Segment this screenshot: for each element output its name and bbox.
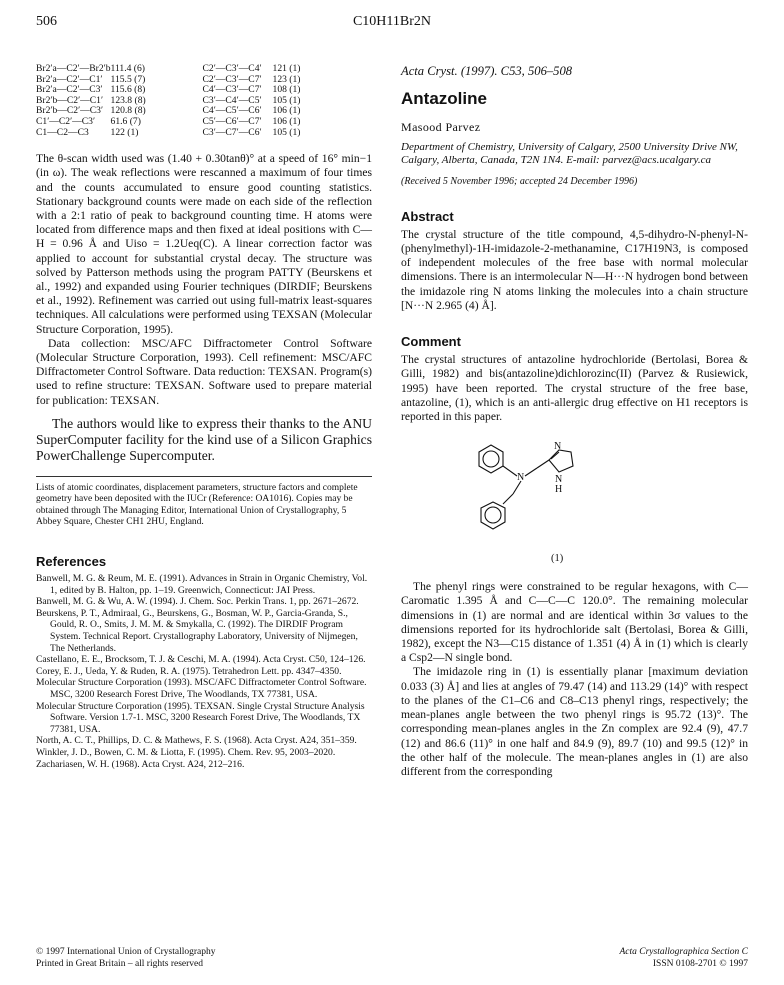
angle-cell: C2′—C3′—C7′ [202,73,262,85]
angle-cell: 106 (1) [272,115,301,127]
author-name: Masood Parvez [401,120,481,135]
aromatic-circle-lower [485,507,501,523]
antazoline-structure-diagram [451,432,651,550]
angle-cell: C4′—C5′—C6′ [202,105,262,117]
angle-cell: C5′—C6′—C7′ [202,115,262,127]
angle-row [36,117,301,128]
angle-cell: Br2′b—C2′—C1′ [36,94,104,106]
reference-entry: Molecular Structure Corporation (1995). TEXSAN. Single Crystal Structure Analysis Software. Version 1.7-1. MSC, 3200 Research Forest Drive, The Woodlands, TX 77381, USA. [36,700,365,735]
reference-entry: Castellano, E. E., Brocksom, T. J. & Ceschi, M. A. (1994). Acta Cryst. C50, 124–126. [36,654,366,666]
page-header [36,14,748,34]
angle-cell: C3′—C4′—C5′ [202,94,262,106]
left-column [36,64,372,770]
comment-paragraph-2: The phenyl rings were constrained to be regular hexagons, with C—Caromatic 1.395 Å and C—C—C 120.0°. The remaining molecular dimensions in (1) are normal and are identical within 3σ values to the dimensions reported for its hydrochloride salt (Bertolasi, Borea & Gilli, 1982), except the N3—C15 distance of 1.351 (4) Å in (1) which is clearly a Csp2—N single bond. [401,580,748,665]
angle-cell: 120.8 (8) [110,105,146,117]
imidazoline-ring [549,450,573,472]
bond-angles-table [36,64,301,138]
angle-cell: C3′—C7′—C6′ [202,126,262,138]
angle-cell: 61.6 (7) [110,115,141,127]
references-heading: References [36,553,107,569]
angle-cell: 106 (1) [272,105,301,117]
angle-cell: C1′—C2′—C3′ [36,115,96,127]
angle-cell: 111.4 (6) [110,63,145,74]
reference-entry: Banwell, M. G. & Wu, A. W. (1994). J. Chem. Soc. Perkin Trans. 1, pp. 2671–2672. [36,596,359,608]
software-paragraph: Data collection: MSC/AFC Diffractometer Control Software (Molecular Structure Corporation, 1993). Cell refinement: MSC/AFC Diffractometer Control Software. Data reduction: TEXSAN. Program(s) used to refine structure: TEXSAN. Software used to prepare material for publication: TEXSAN. [36,336,372,407]
reference-entry: Beurskens, P. T., Admiraal, G., Beurskens, G., Bosman, W. P., Garcia-Granda, S., Gould, R. O., Smits, J. M. M. & Smykalla, C. (1992). The DIRDIF Program System. Technical Report. Crystallography Laboratory, University of Nijmegen, The Netherlands. [36,607,358,654]
abstract-heading: Abstract [401,208,454,224]
copyright-line: © 1997 International Union of Crystallography [36,947,216,957]
journal-citation: Acta Cryst. (1997). C53, 506–508 [401,64,573,78]
reference-entry: Zachariasen, W. H. (1968). Acta Cryst. A24, 212–216. [36,758,245,770]
compound-label: (1) [551,553,564,565]
angle-cell: 123 (1) [272,73,301,85]
chemical-scheme [401,432,748,565]
deposit-note: Lists of atomic coordinates, displacement parameters, structure factors and complete geometry have been deposited with the IUCr (Reference: OA1016). Copies may be obtained through The Managing Editor, International Union of Crystallography, 5 Abbey Square, Chester CH1 2HU, England. [36,482,358,528]
angle-cell: 121 (1) [272,63,301,74]
angle-cell: 108 (1) [272,84,301,96]
footer-left [36,946,216,970]
angle-row [36,128,301,139]
angle-cell: Br2′b—C2′—C3′ [36,105,104,117]
angle-row [36,64,301,75]
angle-cell: C2′—C3′—C4′ [202,63,262,74]
aromatic-circle-upper [483,451,499,467]
printed-line: Printed in Great Britain – all rights reserved [36,959,203,969]
comment-heading: Comment [401,334,461,350]
received-dates: (Received 5 November 1996; accepted 24 December 1996) [401,176,638,188]
abstract-text: The crystal structure of the title compound, 4,5-dihydro-N-phenyl-N-(phenylmethyl)-1H-imidazole-2-methanamine, C17H19N3, is composed of independent molecules of the free base with normal molecular dimensions. There is an intermolecular N—H···N hydrogen bond between the imidazole ring N atoms linking the molecules into a chain structure [N···N 2.965 (4) Å]. [401,227,748,312]
references-list [36,573,372,770]
angle-cell: C1—C2—C3 [36,126,89,138]
angle-cell: 115.6 (8) [110,84,146,96]
reference-entry: Winkler, J. D., Bowen, C. M. & Liotta, F. (1995). Chem. Rev. 95, 2003–2020. [36,746,336,758]
angle-cell: Br2′a—C2′—C3′ [36,84,103,96]
page-number: 506 [36,14,57,29]
experimental-paragraph: The θ-scan width used was (1.40 + 0.30tanθ)° at a speed of 16° min−1 (in ω). The weak reflections were rescanned a maximum of four times and the counts accumulated to ensure good counting statistics. Stationary background counts were made on each side of the reflection with a 2:1 ratio of peak to background counting time. H atoms were located from difference maps and then fixed at ideal positions with C—H = 0.96 Å and Uiso = 1.2Ueq(C). A linear correction factor was applied to account for substantial crystal decay. The structure was solved by Patterson methods using the program PATTY (Beurskens et al., 1992) and expanded using Fourier techniques (DIRDIF; Beurskens et al., 1992). Refinement was carried out using full-matrix least-squares techniques. All calculations were performed using TEXSAN (Molecular Structure Corporation, 1995). [36,152,372,336]
angle-cell: 123.8 (8) [110,94,146,106]
angle-cell: C4′—C3′—C7′ [202,84,262,96]
reference-entry: Corey, E. J., Ueda, Y. & Ruden, R. A. (1975). Tetrahedron Lett. pp. 4347–4350. [36,665,342,677]
reference-entry: North, A. C. T., Phillips, D. C. & Mathews, F. S. (1968). Acta Cryst. A24, 351–359. [36,735,357,747]
author-affiliation: Department of Chemistry, University of Calgary, 2500 University Drive NW, Calgary, Alberta, Canada, T2N 1N4. E-mail: parvez@acs.ucalgary.ca [401,140,738,167]
angle-cell: Br2′a—C2′—C1′ [36,73,103,85]
right-column [401,64,748,779]
atom-n-amine: N [517,472,525,484]
article-title: Antazoline [401,89,487,109]
angle-cell: Br2′a—C2′—Br2′b [36,63,111,74]
angle-cell: 122 (1) [110,126,139,138]
atom-h: H [555,484,563,496]
reference-entry: Banwell, M. G. & Reum, M. E. (1991). Advances in Strain in Organic Chemistry, Vol. 1, edited by B. Halton, pp. 1–19. Greenwich, Connecticut: JAI Press. [36,573,368,596]
comment-paragraph-3: The imidazole ring in (1) is essentially planar [maximum deviation 0.033 (3) Å] and lies at angles of 79.47 (14) and 113.29 (14)° with respect to the planes of the C1–C6 and C8–C13 phenyl rings, respectively; the mean-planes angle between the two phenyl rings is 95.72 (13)°. The corresponding mean-planes angles in the Zn complex are 92.4 (9), 47.7 (12) and 86.6 (11)° in one half and 84.9 (9), 89.7 (10) and 99.5 (12)° in the other half of the molecule. The mean-planes angles in (1) are also different from the corresponding [401,665,748,778]
angle-cell: 105 (1) [272,126,301,138]
divider [36,476,372,477]
running-title: C10H11Br2N [352,14,432,29]
angle-cell: 115.5 (7) [110,73,146,85]
atom-n-ring: N [555,474,563,486]
journal-name: Acta Crystallographica Section C [619,947,748,957]
footer-right [401,946,748,970]
acknowledgement: The authors would like to express their thanks to the ANU SuperComputer facility for the kind use of a Silicon Graphics PowerChallenge Supercomputer. [36,415,372,463]
issn-line: ISSN 0108-2701 © 1997 [652,959,748,969]
comment-paragraph-1: The crystal structures of antazoline hydrochloride (Bertolasi, Borea & Gilli, 1982) and bis(antazoline)dichlorozinc(II) (Parvez & Rusiewick, 1995) have been reported. The crystal structure of the free base, antazoline, (1), which is an anti-allergic drug effective on H1 receptors is reported in this paper. [401,353,748,424]
reference-entry: Molecular Structure Corporation (1993). MSC/AFC Diffractometer Control Software. MSC, 3200 Research Forest Drive, The Woodlands, TX 77381, USA. [36,677,367,700]
atom-n-imine: N [554,441,562,453]
angle-cell: 105 (1) [272,94,301,106]
